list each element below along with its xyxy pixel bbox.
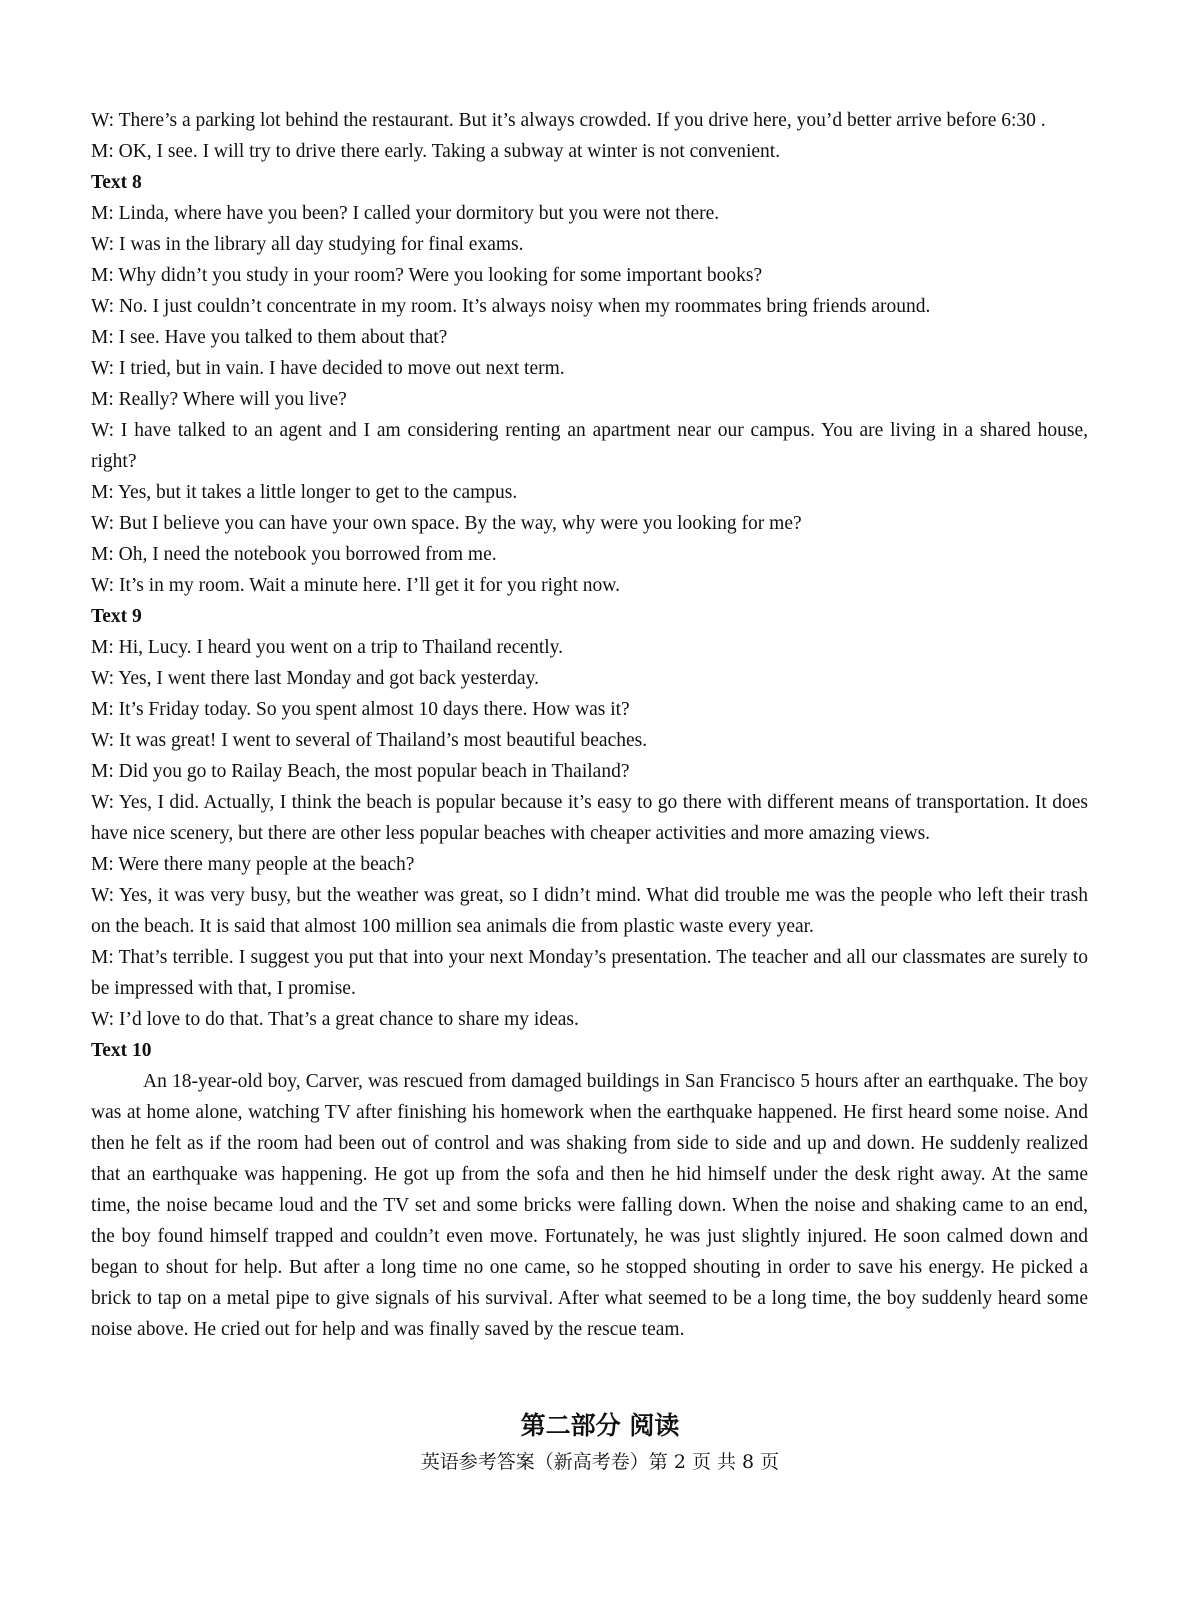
- section-title: 第二部分 阅读: [520, 1411, 680, 1440]
- dialogue-line: W: I have talked to an agent and I am considering renting an apartment near our campus. You are living in a shared house, right?: [91, 420, 1088, 472]
- dialogue-line: W: There’s a parking lot behind the restaurant. But it’s always crowded. If you drive here, you’d better arrive before 6:30 .: [91, 110, 1046, 131]
- dialogue-line: M: Really? Where will you live?: [91, 389, 347, 410]
- dialogue-line: W: No. I just couldn’t concentrate in my room. It’s always noisy when my roommates bring friends around.: [91, 296, 931, 317]
- dialogue-line: W: I’d love to do that. That’s a great chance to share my ideas.: [91, 1009, 579, 1030]
- dialogue-line: M: Oh, I need the notebook you borrowed from me.: [91, 544, 497, 565]
- text-10-heading: Text 10: [91, 1040, 152, 1061]
- text-9-heading: Text 9: [91, 606, 142, 627]
- dialogue-line: W: I tried, but in vain. I have decided to move out next term.: [91, 358, 565, 379]
- dialogue-line: M: It’s Friday today. So you spent almost 10 days there. How was it?: [91, 699, 630, 720]
- dialogue-line: W: Yes, it was very busy, but the weather was great, so I didn’t mind. What did trouble me was the people who left their trash on the beach. It is said that almost 100 million sea animals die from plastic waste every year.: [91, 885, 1088, 937]
- document-body: [91, 105, 1088, 1345]
- dialogue-line: M: Hi, Lucy. I heard you went on a trip to Thailand recently.: [91, 637, 564, 658]
- dialogue-line: M: I see. Have you talked to them about that?: [91, 327, 448, 348]
- dialogue-line: M: Linda, where have you been? I called your dormitory but you were not there.: [91, 203, 720, 224]
- dialogue-line: W: Yes, I went there last Monday and got back yesterday.: [91, 668, 540, 689]
- dialogue-line: M: That’s terrible. I suggest you put that into your next Monday’s presentation. The teacher and all our classmates are surely to be impressed with that, I promise.: [91, 947, 1088, 999]
- text-10-paragraph: An 18-year-old boy, Carver, was rescued from damaged buildings in San Francisco 5 hours after an earthquake. The boy was at home alone, watching TV after finishing his homework when the earthquake happened. He first heard some noise. And then he felt as if the room had been out of control and was shaking from side to side and up and down. He suddenly realized that an earthquake was happening. He got up from the sofa and then he hid himself under the desk right away. At the same time, the noise became loud and the TV set and some bricks were falling down. When the noise and shaking came to an end, the boy found himself trapped and couldn’t even move. Fortunately, he was just slightly injured. He soon calmed down and began to shout for help. But after a long time no one came, so he stopped shouting in order to save his energy. He picked a brick to tap on a metal pipe to give signals of his survival. After what seemed to be a long time, the boy suddenly heard some noise above. He cried out for help and was finally saved by the rescue team.: [91, 1071, 1088, 1340]
- page-footer: 英语参考答案（新高考卷）第 2 页 共 8 页: [420, 1451, 780, 1473]
- dialogue-line: W: It was great! I went to several of Thailand’s most beautiful beaches.: [91, 730, 648, 751]
- dialogue-line: M: Yes, but it takes a little longer to get to the campus.: [91, 482, 518, 503]
- dialogue-line: M: OK, I see. I will try to drive there early. Taking a subway at winter is not convenient.: [91, 141, 781, 162]
- dialogue-line: W: I was in the library all day studying for final exams.: [91, 234, 524, 255]
- dialogue-line: W: It’s in my room. Wait a minute here. I’ll get it for you right now.: [91, 575, 620, 596]
- dialogue-line: M: Did you go to Railay Beach, the most popular beach in Thailand?: [91, 761, 630, 782]
- text-8-heading: Text 8: [91, 172, 142, 193]
- dialogue-line: M: Were there many people at the beach?: [91, 854, 415, 875]
- dialogue-line: W: Yes, I did. Actually, I think the beach is popular because it’s easy to go there with different means of transportation. It does have nice scenery, but there are other less popular beaches with cheaper activities and more amazing views.: [91, 792, 1088, 844]
- dialogue-line: W: But I believe you can have your own space. By the way, why were you looking for me?: [91, 513, 802, 534]
- dialogue-line: M: Why didn’t you study in your room? Were you looking for some important books?: [91, 265, 763, 286]
